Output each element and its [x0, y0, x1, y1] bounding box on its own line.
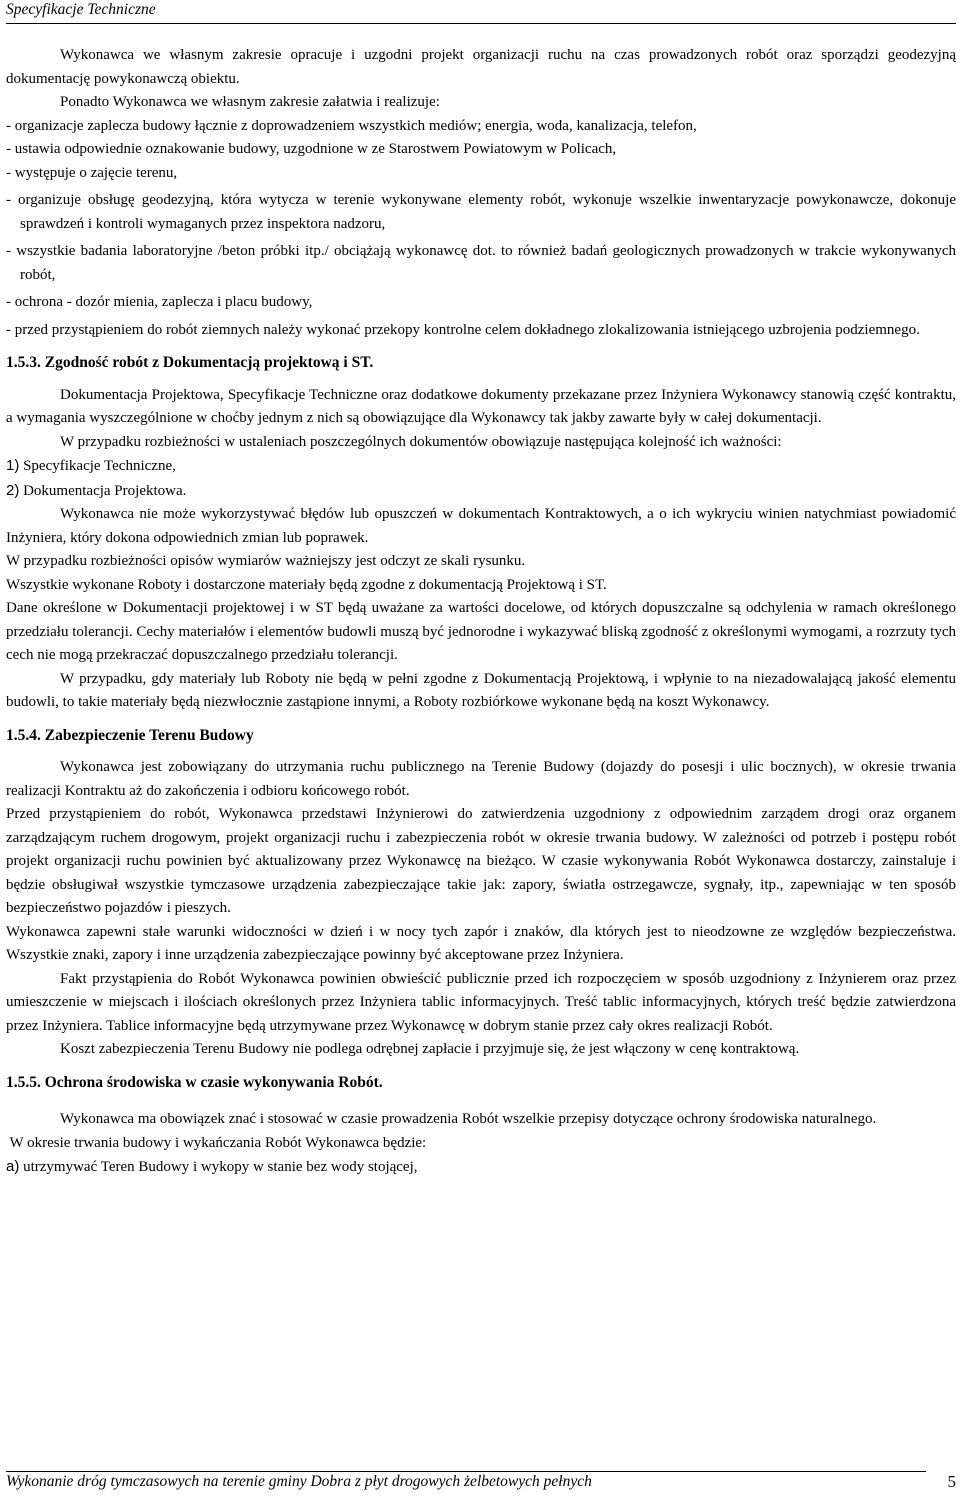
intro-paragraph-1: Wykonawca we własnym zakresie opracuje i uzgodni projekt organizacji ruchu na czas prowadzonych robót oraz sporządzi geodezyjną dokumentację powykonawczą obiektu.	[6, 47, 956, 87]
paragraph: W przypadku rozbieżności opisów wymiarów ważniejszy jest odczyt ze skali rysunku.	[6, 553, 526, 569]
item-number: 1)	[6, 457, 20, 474]
list-item: - przed przystąpieniem do robót ziemnych należy wykonać przekopy kontrolne celem dokładnego zlokalizowania istniejącego uzbrojenia podziemnego.	[6, 321, 920, 338]
list-item: - występuje o zajęcie terenu,	[6, 164, 178, 181]
paragraph: Wykonawca nie może wykorzystywać błędów lub opuszczeń w dokumentach Kontraktowych, a o ich wykryciu winien natychmiast powiadomić Inżyniera, który dokona odpowiednich zmian lub poprawek.	[6, 506, 956, 546]
page-number: 5	[947, 1472, 956, 1491]
section-heading-1-5-3: 1.5.3. Zgodność robót z Dokumentacją projektową i ST.	[6, 354, 374, 371]
document-body	[6, 44, 956, 1180]
paragraph: Wykonawca ma obowiązek znać i stosować w czasie prowadzenia Robót wszelkie przepisy dotyczące ochrony środowiska naturalnego.	[60, 1111, 877, 1127]
lettered-item	[6, 1155, 956, 1180]
item-text: Dokumentacja Projektowa.	[23, 482, 187, 499]
paragraph: Wykonawca jest zobowiązany do utrzymania ruchu publicznego na Terenie Budowy (dojazdy do posesji i ulic bocznych), w okresie trwania realizacji Kontraktu aż do zakończenia i odbioru końcowego robót.	[6, 759, 956, 799]
intro-paragraph-2: Ponadto Wykonawca we własnym zakresie załatwia i realizuje:	[60, 94, 440, 110]
page-header	[6, 0, 956, 24]
numbered-item	[6, 454, 956, 479]
paragraph: Przed przystąpieniem do robót, Wykonawca przedstawi Inżynierowi do zatwierdzenia uzgodniony z odpowiednim zarządem drogi oraz organem zarządzającym ruchem drogowym, projekt organizacji ruchu i zabezpieczenia robót w okresie trwania budowy. W zależności od potrzeb i postępu robót projekt organizacji ruchu powinien być aktualizowany przez Wykonawcę na bieżąco. W czasie wykonywania Robót Wykonawca dostarczy, zainstaluje i będzie obsługiwał wszystkie tymczasowe urządzenia zabezpieczające takie jak: zapory, światła ostrzegawcze, sygnały, itp., zapewniając w ten sposób bezpieczeństwo pojazdów i pieszych.	[6, 806, 956, 916]
paragraph: W przypadku rozbieżności w ustaleniach poszczególnych dokumentów obowiązuje następująca kolejność ich ważności:	[60, 433, 782, 450]
item-text: Specyfikacje Techniczne,	[23, 458, 176, 474]
list-item: - organizuje obsługę geodezyjną, która wytycza w terenie wykonywane elementy robót, wykonuje wszelkie inwentaryzacje powykonawcze, dokonuje sprawdzeń i kontroli wymaganych przez inspektora nadzoru,	[6, 192, 956, 232]
paragraph: Wykonawca zapewni stałe warunki widoczności w dzień i w nocy tych zapór i znaków, dla których jest to nieodzowne ze względów bezpieczeństwa. Wszystkie znaki, zapory i inne urządzenia zabezpieczające powinny być akceptowane przez Inżyniera.	[6, 923, 956, 963]
list-item: - ochrona - dozór mienia, zaplecza i placu budowy,	[6, 294, 313, 310]
paragraph: W przypadku, gdy materiały lub Roboty nie będą w pełni zgodne z Dokumentacją Projektową, i wpłynie to na niezadowalającą jakość elementu budowli, to takie materiały będą niezwłocznie zastąpione innymi, a Roboty rozbiórkowe wykonane będą na koszt Wykonawcy.	[6, 670, 956, 710]
list-item: - ustawia odpowiednie oznakowanie budowy, uzgodnione w ze Starostwem Powiatowym w Policach,	[6, 141, 617, 157]
paragraph: Dane określone w Dokumentacji projektowej i w ST będą uważane za wartości docelowe, od których dopuszczalne są odchylenia w ramach określonego przedziału tolerancji. Cechy materiałów i elementów budowli muszą być jednorodne i wykazywać bliską zgodność z określonymi wymogami, a rozrzuty tych cech nie mogą przekraczać dopuszczalnego przedziału tolerancji.	[6, 600, 956, 663]
paragraph: Koszt zabezpieczenia Terenu Budowy nie podlega odrębnej zapłacie i przyjmuje się, że jest włączony w cenę kontraktową.	[60, 1041, 800, 1057]
section-heading-1-5-5: 1.5.5. Ochrona środowiska w czasie wykonywania Robót.	[6, 1073, 383, 1091]
paragraph: Dokumentacja Projektowa, Specyfikacje Techniczne oraz dodatkowe dokumenty przekazane przez Inżyniera Wykonawcy stanowią część kontraktu, a wymagania wyszczególnione w choćby jednym z nich są obowiązujące dla Wykonawcy tak jakby zawarte były w całej dokumentacji.	[6, 386, 956, 426]
footer-text: Wykonanie dróg tymczasowych na terenie gminy Dobra z płyt drogowych żelbetowych pełnych	[6, 1473, 592, 1490]
item-text: utrzymywać Teren Budowy i wykopy w stanie bez wody stojącej,	[23, 1159, 418, 1175]
paragraph: Wszystkie wykonane Roboty i dostarczone materiały będą zgodne z dokumentacją Projektową i ST.	[6, 576, 607, 593]
list-item: - organizacje zaplecza budowy łącznie z doprowadzeniem wszystkich mediów; energia, woda, kanalizacja, telefon,	[6, 117, 697, 134]
paragraph: W okresie trwania budowy i wykańczania Robót Wykonawca będzie:	[6, 1134, 427, 1151]
section-heading-1-5-4: 1.5.4. Zabezpieczenie Terenu Budowy	[6, 726, 254, 744]
item-letter: a)	[6, 1158, 20, 1175]
header-title: Specyfikacje Techniczne	[6, 1, 156, 18]
list-item: - wszystkie badania laboratoryjne /beton próbki itp./ obciążają wykonawcę dot. to również badań geologicznych prowadzonych w trakcie wykonywanych robót,	[6, 243, 956, 283]
item-number: 2)	[6, 481, 20, 499]
paragraph: Fakt przystąpienia do Robót Wykonawca powinien obwieścić publicznie przed ich rozpoczęciem w sposób uzgodniony z Inżynierem oraz przez umieszczenie w miejscach i ilościach określonych przez Inżyniera tablic informacyjnych. Treść tablic informacyjnych, których treść będzie zatwierdzona przez Inżyniera. Tablice informacyjne będą utrzymywane przez Wykonawcę w dobrym stanie przez cały okres realizacji Robót.	[6, 970, 956, 1034]
numbered-item	[6, 479, 956, 504]
page-footer	[6, 1470, 956, 1494]
